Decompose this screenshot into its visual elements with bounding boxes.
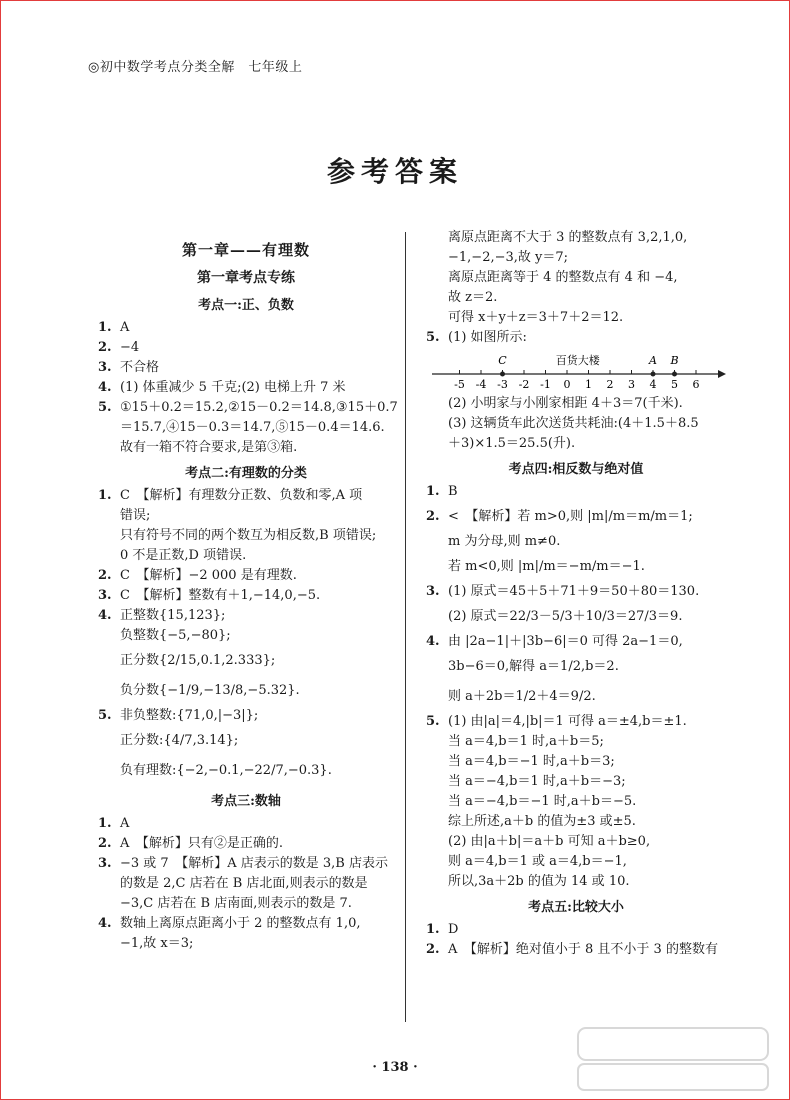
answer-text: ＋3)×1.5＝25.5(升). [448,436,576,451]
number-line-tick-label: -3 [497,378,508,391]
answer-line [98,854,394,874]
answer-text: 数轴上离原点距离小于 2 的整数点有 1,0, [120,916,361,931]
answer-line [98,546,394,566]
left-column [98,228,398,954]
answer-line [426,328,726,348]
answer-line [426,602,726,632]
answer-text: B [448,484,458,499]
topic-heading: 考点一:正、负数 [198,298,294,313]
number-line-tick-label: 6 [692,378,700,391]
question-number: 5. [426,330,440,345]
answer-line [426,712,726,732]
answer-line [98,358,394,378]
answer-text: 故有一箱不符合要求,是第③箱. [120,440,298,455]
answer-line [98,378,394,398]
answer-line [426,308,726,328]
answer-text: 的数是 2,C 店若在 B 店北面,则表示的数是 [120,876,368,891]
number-line-tick-label: 3 [628,378,635,391]
answer-text: 负分数{−1/9,−13/8,−5.32}. [120,683,300,698]
answer-text: 当 a＝4,b＝−1 时,a＋b＝3; [448,754,615,769]
question-number: 3. [98,588,112,603]
answer-line [426,582,726,602]
answer-line [426,482,726,502]
answer-text: 错误; [120,508,151,523]
answer-line [426,832,726,852]
answer-text: A 【解析】只有②是正确的. [120,836,284,851]
answer-text: 可得 x＋y＋z＝3＋7＋2＝12. [448,310,624,325]
answer-line [98,646,394,676]
answer-line [426,632,726,652]
answer-line [98,398,398,418]
answer-text: m 为分母,则 m≠0. [448,534,561,549]
answer-line [426,414,726,434]
answer-line [98,726,394,756]
running-header: ◎初中数学考点分类全解 七年级上 [88,60,303,75]
question-number: 4. [98,608,112,623]
answer-text: (2) 原式＝22/3－5/3＋10/3＝27/3＝9. [448,609,683,624]
question-number: 5. [426,714,440,729]
answer-text: 离原点距离不大于 3 的整数点有 3,2,1,0, [448,230,688,245]
number-line-tick-label: -1 [540,378,551,391]
question-number: 3. [98,360,112,375]
answer-text: (2) 由|a＋b|＝a＋b 可知 a＋b≥0, [448,834,651,849]
answer-line [98,914,394,934]
answer-text: 正分数{2/15,0.1,2.333}; [120,653,276,668]
answer-line [426,872,726,892]
page-number: · 138 · [372,1060,418,1075]
watermark-logo [568,1024,778,1094]
number-line-point [672,372,677,377]
answer-text: 所以,3a＋2b 的值为 14 或 10. [448,874,630,889]
answer-text: −3,C 店若在 B 店南面,则表示的数是 7. [120,896,352,911]
answer-line [426,502,726,532]
question-number: 2. [98,340,112,355]
answer-line [426,228,726,248]
answer-text: 若 m<0,则 |m|/m＝−m/m＝−1. [448,559,645,574]
answer-text: A [120,816,130,831]
question-number: 1. [98,488,112,503]
answer-text: 由 |2a−1|＋|3b−6|＝0 可得 2a−1＝0, [448,634,683,649]
answer-text: 当 a＝−4,b＝−1 时,a＋b＝−5. [448,794,637,809]
answer-text: (1) 体重减少 5 千克;(2) 电梯上升 7 米 [120,380,346,395]
topic-heading: 考点二:有理数的分类 [185,466,307,481]
answer-text: 非负整数:{71,0,|−3|}; [120,708,259,723]
answer-text: A 【解析】绝对值小于 8 且不小于 3 的整数有 [448,942,718,957]
question-number: 2. [98,836,112,851]
answer-line [426,652,726,682]
answer-line [426,772,726,792]
answer-line [98,506,394,526]
answer-text: (3) 这辆货车此次送货共耗油:(4＋1.5＋8.5 [448,416,699,431]
number-line-label: 百货大楼 [555,354,600,367]
answer-line [426,394,726,414]
answer-line [98,894,394,914]
answer-line [98,706,394,726]
answer-text: (1) 如图所示: [448,330,527,345]
answer-line [98,318,394,338]
number-line-tick-label: 5 [671,378,678,391]
answer-text: 正整数{15,123}; [120,608,226,623]
number-line-tick-label: 2 [606,378,614,391]
answer-line [98,586,394,606]
answer-line [98,934,394,954]
number-line-point-label: C [498,354,507,367]
answer-text: 0 不是正数,D 项错误. [120,548,247,563]
answer-text: 负整数{−5,−80}; [120,628,231,643]
answer-line [98,756,394,786]
answer-text: 则 a＝4,b＝1 或 a＝4,b＝−1, [448,854,627,869]
answer-text: D [448,922,459,937]
question-number: 5. [98,708,112,723]
question-number: 1. [426,484,440,499]
question-number: 2. [98,568,112,583]
number-line-point [651,372,656,377]
answer-text: < 【解析】若 m>0,则 |m|/m＝m/m＝1; [448,509,693,524]
answer-text: ①15＋0.2＝15.2,②15－0.2＝14.8,③15＋0.7 [120,400,398,415]
number-line-tick-label: -5 [454,378,465,391]
question-number: 3. [98,856,112,871]
answer-text: −1,故 x＝3; [120,936,194,951]
answer-text: 故 z＝2. [448,290,498,305]
answer-text: ＝15.7,④15－0.3＝14.7,⑤15－0.4＝14.6. [120,420,385,435]
answer-text: −1,−2,−3,故 y＝7; [448,250,569,265]
answer-text: 只有符号不同的两个数互为相反数,B 项错误; [120,528,377,543]
answer-text: 当 a＝−4,b＝1 时,a＋b＝−3; [448,774,626,789]
number-line-point-label: B [670,354,679,367]
answer-text: (1) 原式＝45＋5＋71＋9＝50＋80＝130. [448,584,700,599]
left-answer-list [98,296,398,954]
answer-line [98,486,394,506]
answer-line [98,626,394,646]
topic-heading: 考点五:比较大小 [528,900,624,915]
answer-line [98,814,394,834]
answer-line [98,606,394,626]
answer-text: A [120,320,130,335]
answer-line [426,268,726,288]
number-line-tick-label: -2 [518,378,530,391]
answer-line [98,438,394,458]
question-number: 5. [98,400,112,415]
topic-heading: 考点三:数轴 [211,794,281,809]
answer-line [98,676,394,706]
column-divider [405,232,406,1022]
section-heading: 第一章考点专练 [197,270,295,286]
answer-text: −3 或 7 【解析】A 店表示的数是 3,B 店表示 [120,856,388,871]
answer-line [426,940,726,960]
answer-line [426,434,726,454]
question-number: 1. [98,816,112,831]
number-line-figure [426,348,726,394]
answer-text: 综上所述,a＋b 的值为±3 或±5. [448,814,636,829]
answer-text: 离原点距离等于 4 的整数点有 4 和 −4, [448,270,678,285]
answer-text: 正分数:{4/7,3.14}; [120,733,239,748]
answer-text: 当 a＝4,b＝1 时,a＋b＝5; [448,734,604,749]
answer-text: C 【解析】有理数分正数、负数和零,A 项 [120,488,363,503]
answer-text: 负有理数:{−2,−0.1,−22/7,−0.3}. [120,763,332,778]
page-title: 参考答案 [326,155,463,188]
number-line-tick-label: 0 [563,378,571,391]
right-column [426,228,726,960]
answer-line [98,874,394,894]
answer-line [426,852,726,872]
question-number: 4. [98,916,112,931]
question-number: 4. [426,634,440,649]
question-number: 1. [98,320,112,335]
answer-line [98,418,394,438]
question-number: 1. [426,922,440,937]
answer-line [426,552,726,582]
answer-text: (2) 小明家与小刚家相距 4＋3＝7(千米). [448,396,683,411]
number-line-point [500,372,505,377]
answer-text: C 【解析】−2 000 是有理数. [120,568,297,583]
number-line-tick-label: 4 [649,378,657,391]
answer-text: (1) 由|a|＝4,|b|＝1 可得 a＝±4,b＝±1. [448,714,687,729]
topic-heading: 考点四:相反数与绝对值 [508,462,644,477]
answer-line [426,920,726,940]
answer-line [98,566,394,586]
answer-line [426,288,726,308]
answer-text: C 【解析】整数有＋1,−14,0,−5. [120,588,321,603]
number-line-point-label: A [649,354,657,367]
number-line-tick-label: 1 [585,378,592,391]
answer-line [98,834,394,854]
answer-line [426,532,726,552]
right-answer-list-bottom [426,394,726,960]
answer-line [426,812,726,832]
number-line-arrow [718,370,726,378]
answer-line [426,248,726,268]
number-line-svg [426,348,726,394]
number-line-tick-label: -4 [475,378,487,391]
answer-text: 则 a＋2b＝1/2＋4＝9/2. [448,689,596,704]
right-answer-list-top [426,228,726,348]
answer-line [426,752,726,772]
answer-line [98,338,394,358]
answer-text: 3b−6＝0,解得 a＝1/2,b＝2. [448,659,619,674]
answer-text: −4 [120,340,140,355]
answer-line [426,682,726,712]
answer-line [98,526,394,546]
answer-line [426,732,726,752]
question-number: 4. [98,380,112,395]
answer-line [426,792,726,812]
answer-text: 不合格 [120,360,160,375]
question-number: 2. [426,942,440,957]
question-number: 2. [426,509,440,524]
chapter-heading: 第一章——有理数 [181,241,310,259]
question-number: 3. [426,584,440,599]
